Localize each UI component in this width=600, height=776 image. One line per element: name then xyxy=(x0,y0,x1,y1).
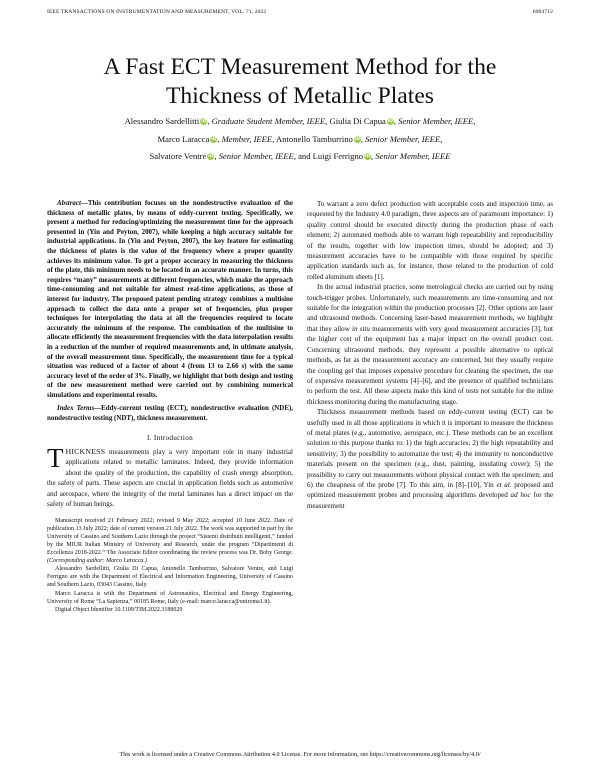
author-name: Salvatore Ventre xyxy=(149,151,207,162)
author-name: Luigi Ferrigno xyxy=(312,151,364,162)
author-name: Alessandro Sardellitti xyxy=(124,116,200,126)
intro-paragraph-2: To warrant a zero defect production with acceptable costs and inspection time, as requested by the Industry 4.0 paradigm, three aspects are of paramount importance: 1) quality control should be executed directly during the production phase of each element; 2) automated methods able to warrant high repeatability and reproducibility of the results, together with low inspection times, should be adopted; and 3) measurement accuracies have to be compatible with those required by specific application standards such as, for instance, those related to the production of cold rolled aluminum sheets [1]. xyxy=(307,200,553,281)
author-line-1: Alessandro Sardellitti iD, Graduate Student Member, IEEE, Giulia Di Capua iD, Senior Member, IEEE, xyxy=(124,116,476,126)
footnote-manuscript: Manuscript received 21 February 2022; revised 9 May 2022; accepted 10 June 2022. Date of publication 13 July 2022; date of current version 21 July 2022. The work was supported in part by the University of Cassino and Southern Lazio through the project “Sistemi distribuiti intelligenti,” funded by the MIUR Italian Ministry of University and Research, under the program “Dipartimenti di Eccellenza 2018-2022.” The Associate Editor coordinating the review process was Dr. Boby George. (Corresponding author: Marco Laracca.) xyxy=(47,517,293,564)
article-number: 6004712 xyxy=(532,9,553,15)
license-notice[interactable]: This work is licensed under a Creative Commons Attribution 4.0 License. For more information, see https://creativecommons.org/licenses/by/4.0/ xyxy=(119,751,481,758)
author-role: Member, IEEE xyxy=(221,133,273,144)
title-line-2: Thickness of Metallic Plates xyxy=(166,83,434,109)
author-role: Graduate Student Member, IEEE xyxy=(211,116,326,126)
orcid-icon[interactable]: iD xyxy=(387,119,393,124)
paper-title xyxy=(40,53,560,111)
index-terms-body: Eddy-current testing (ECT), nondestructive evaluation (NDE), nondestructive testing (NDT), thickness measurement. xyxy=(47,404,293,423)
author-name: Giulia Di Capua xyxy=(329,116,386,126)
intro-paragraph-4: Thickness measurement methods based on eddy-current testing (ECT) can be usefully used in all those applications in which it is important to measure the thickness of metal plates (e.g., automotive, aerospace, etc.). These methods can be an excellent solution to this purpose thanks to: 1) the high accuracies; 2) the high repeatability and sensitivity; 3) the possibility to automatize the test; 4) the immunity to nonconductive materials present on the specimen (e.g., dust, painting, insulating cover); 5) the possibility to carry out measurements without physical contact with the specimen; and 6) the cheapness of the probe [7]. To this aim, in [8]–[10], Yin et al. proposed and optimized measurement probes and processing algorithms developed ad hoc for the measurement xyxy=(307,408,554,510)
orcid-icon[interactable]: iD xyxy=(211,136,217,142)
footnote-affiliation-2: Marco Laracca is with the Department of Astronautics, Electrical and Energy Engineering, University of Rome “La Sapienza,” 00185 Rome, Italy (e-mail: marco.laracca@uniroma1.it). xyxy=(47,590,293,605)
orcid-icon[interactable]: iD xyxy=(364,154,371,160)
orcid-icon[interactable]: iD xyxy=(354,136,361,142)
author-line-3: Salvatore Ventre iD, Senior Member, IEEE, and Luigi Ferrigno iD, Senior Member, IEEE xyxy=(149,151,451,162)
abstract-label: Abstract xyxy=(57,199,81,207)
section-heading-introduction: I. Introduction xyxy=(146,433,194,442)
right-column xyxy=(307,199,553,511)
author-role: Senior Member, IEEE, xyxy=(365,133,443,144)
author-role: Senior Member, IEEE xyxy=(375,151,451,162)
abstract-body: This contribution focuses on the nondestructive evaluation of the thickness of metallic plates, by means of eddy-current testing. Specifically, we present a method for reducing/optimizing the measurement time for the approach presented in (Yin and Peyton, 2007), while keeping a high accuracy suitable for industrial applications. In (Yin and Peyton, 2007), the key feature for estimating the thickness of plates is the value of the frequency where a proper quantity achieves its minimum value. To get a proper accuracy in measuring the thickness of the plate, this minimum needs to be located in an accurate manner. In turns, this requires “many” measurements at different frequencies, which make the approach time-consuming and not suitable for almost real-time applications, as those of interest for industry. The proposed patent pending strategy combines a multisine approach to collect the data onto a proper set of frequencies, plus proper techniques for interpolating the data at all the frequencies required to locate accurately the minimum of the response. The combination of the multisine to allocate efficiently the measurement frequencies with the data interpolation results in a reduction of the number of required measurements and, in ultimate analysis, of the overall measurement time. Specifically, the measurement time for a typical situation was reduced of a factor of about 4 (from 13 to 2.66 s) with the same accuracy level of the order of 3%. Finally, we highlight that both design and testing of the new measurement method were carried out by combining numerical simulations and experimental results. xyxy=(47,199,293,399)
orcid-icon[interactable]: iD xyxy=(208,154,214,160)
abstract: Abstract—This contribution focuses on the nondestructive evaluation of the thickness of metallic plates, by means of eddy-current testing. Specifically, we present a method for reducing/optimizing the measurement time for the approach presented in (Yin and Peyton, 2007), while keeping a high accuracy suitable for industrial applications. In (Yin and Peyton, 2007), the key feature for estimating the thickness of plates is the value of the frequency where a proper quantity achieves its minimum value. To get a proper accuracy in measuring the thickness of the plate, this minimum needs to be located in an accurate manner. In turns, this requires “many” measurements at different frequencies, which make the approach time-consuming and not suitable for almost real-time applications, as those of interest for industry. The proposed patent pending strategy combines a multisine approach to collect the data onto a proper set of frequencies, plus proper techniques for interpolating the data at all the frequencies required to locate accurately the minimum of the response. The combination of the multisine to allocate efficiently the measurement frequencies with the data interpolation results in a reduction of the number of required measurements and, in ultimate analysis, of the overall measurement time. Specifically, the measurement time for a typical situation was reduced of a factor of about 4 (from 13 to 2.66 s) with the same accuracy level of the order of 3%. Finally, we highlight that both design and testing of the new measurement method were carried out by combining numerical simulations and experimental results. xyxy=(47,199,293,399)
left-column xyxy=(47,199,293,615)
journal-name: IEEE TRANSACTIONS ON INSTRUMENTATION AND MEASUREMENT, VOL. 71, 2022 xyxy=(47,9,267,15)
author-name: Antonello Tamburrino xyxy=(276,133,353,144)
author-list xyxy=(40,113,560,166)
index-terms-label: Index Terms xyxy=(57,404,95,413)
drop-cap: T xyxy=(47,443,64,474)
author-role: Senior Member, IEEE, xyxy=(398,116,476,126)
title-line-1: A Fast ECT Measurement Method for the xyxy=(103,54,497,80)
index-terms: Index Terms—Eddy-current testing (ECT), nondestructive evaluation (NDE), nondestructive testing (NDT), thickness measurement. xyxy=(47,404,293,423)
intro-paragraph-3: In the actual industrial practice, some metrological checks are carried out by using touch-trigger probes. Unfortunately, such measurements are time-consuming and not suitable for the integration within the production processes [2]. Other options are laser and ultrasound methods. Concerning laser-based measurement methods, we highlight that they allow in situ measurements with very good measurement accuracies [3], but the higher cost of the equipment has a major impact on the overall product cost. Concerning ultrasound methods, they represent a possible alternative to optical methods, as far as the measurement accuracy are concerned, but they usually require the coupling gel that imposes expensive procedure for cleaning the specimen, the use of expensive measurement systems [4]–[6], and the presence of qualified technicians to perform the test. All these aspects make this kind of tests not suitable for the inline thickness monitoring during the manufacturing stage. xyxy=(307,283,553,406)
footnote-affiliation-1: Alessandro Sardellitti, Giulia Di Capua, Antonello Tamburrino, Salvatore Ventre, and Luigi Ferrigno are with the Department of Electrical and Information Engineering, University of Cassino and Southern Lazio, 03043 Cassino, Italy. xyxy=(47,566,293,589)
footnotes xyxy=(47,517,293,615)
intro-paragraph-1: THICKNESS measurements play a very important role in many industrial applications related to metallic laminates. Indeed, they provide information about the quality of the production, the capability of crash energy absorption, the safety of parts. These aspects are crucial in application fields such as automotive and aerospace, where the integrity of the metal laminates has a direct impact on the safety of human beings. xyxy=(47,443,293,509)
running-head xyxy=(47,9,553,19)
footnote-doi[interactable]: Digital Object Identifier 10.1109/TIM.2022.3188029 xyxy=(55,607,183,614)
author-role: Senior Member, IEEE xyxy=(218,151,294,162)
author-line-2: Marco Laracca iD, Member, IEEE, Antonello Tamburrino iD, Senior Member, IEEE, xyxy=(157,133,443,144)
orcid-icon[interactable]: iD xyxy=(201,119,207,124)
author-name: Marco Laracca xyxy=(157,133,210,144)
